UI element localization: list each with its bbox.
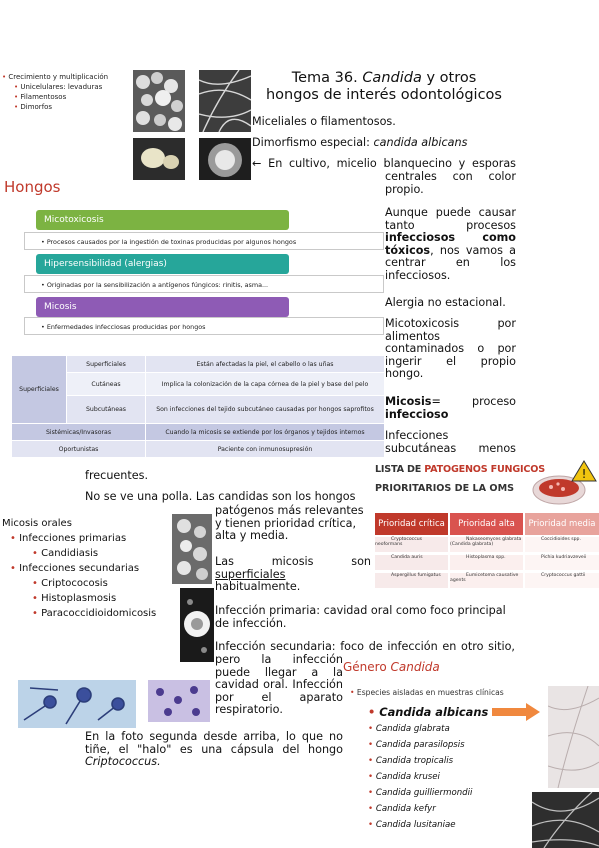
- note-frecuentes: frecuentes.: [85, 469, 149, 482]
- micosis-desc: • Enfermedades infecciosas producidas por hongos: [24, 317, 384, 335]
- filament-micrograph-photo: [199, 70, 251, 132]
- table-cell: Cutáneas: [67, 373, 146, 396]
- growth-list: [2, 72, 132, 112]
- hongos-heading: Hongos: [4, 178, 61, 196]
- note-cultivo-cont: centrales con color propio.: [385, 170, 516, 196]
- growth-item: • Dimorfos: [14, 103, 53, 111]
- note-alergia: Alergia no estacional.: [385, 296, 506, 309]
- species-item: • Candida glabrata: [368, 724, 450, 734]
- note-infeccion-primaria: Infección primaria: cavidad oral como foco principal de infección.: [215, 604, 506, 630]
- candida-species-list: [368, 721, 472, 833]
- note-candidas-line: No se ve una polla. Las candidas son los hongos: [85, 490, 356, 503]
- table-cell: Subcutáneas: [67, 396, 146, 424]
- oms-title-line-2: PRIORITARIOS DE LA OMS: [375, 483, 515, 494]
- note-infeccion-secundaria: Infección secundaria: foco de infección en otro sitio,: [215, 640, 515, 653]
- oms-item: Coccidioides spp.: [525, 537, 599, 552]
- primarias-item: • Infecciones primarias: [10, 533, 127, 544]
- note-micosis-superficiales: Las micosis son superficiales habitualmente.: [215, 555, 371, 593]
- note-foto: En la foto segunda desde arriba, lo que no tiñe, el "halo" es una cápsula del hongo Criptococcus.: [85, 730, 343, 768]
- species-item: • Candida kefyr: [368, 804, 436, 814]
- primarias-subitem: • Candidiasis: [32, 548, 99, 559]
- micosis-bar: Micosis: [36, 297, 289, 317]
- title-line-2: hongos de interés odontológicos: [265, 87, 502, 103]
- table-row: [12, 424, 385, 441]
- table-row: [12, 356, 385, 373]
- micotoxicosis-desc: • Procesos causados por la ingestión de toxinas producidas por algunos hongos: [24, 232, 384, 250]
- title-line-1: Tema 36. Candida y otros: [291, 70, 477, 86]
- secundarias-item: • Infecciones secundarias: [10, 563, 140, 574]
- oms-title-line-1: LISTA DE PATOGENOS FUNGICOS: [375, 464, 545, 475]
- table-row: [12, 373, 385, 396]
- candida-hyphae-photo: [532, 792, 599, 848]
- table-cell: Son infecciones del tejido subcutáneo causadas por hongos saprofitos: [146, 396, 385, 424]
- stained-yeast-photo: [148, 680, 210, 722]
- oms-item: Aspergillus fumigatus: [375, 573, 448, 588]
- note-miceliales: Miceliales o filamentosos.: [252, 115, 396, 128]
- mold-culture-photo: [199, 138, 251, 180]
- species-item: • Candida tropicalis: [368, 756, 454, 766]
- superficiales-group-cell: Superficiales: [12, 356, 67, 424]
- micosis-classification-table: [11, 355, 385, 458]
- note-dimorfismo: Dimorfismo especial: candida albicans: [252, 136, 468, 149]
- warning-icon: [571, 459, 597, 487]
- secundarias-subitem: • Paracoccidioidomicosis: [32, 608, 157, 619]
- secundarias-subitem: • Criptococosis: [32, 578, 108, 589]
- oms-column-alta: Prioridad alta: [450, 513, 523, 535]
- oms-item: Cryptococcus neoformans: [375, 537, 448, 552]
- table-cell: Cuando la micosis se extiende por los órganos y tejidos internos: [146, 424, 385, 441]
- note-micosis: Micosis= proceso infeccioso: [385, 395, 516, 421]
- oms-item: Candida auris: [375, 555, 448, 570]
- candida-albicans-photo: [548, 686, 599, 788]
- hipersensibilidad-desc: • Originadas por la sensibilización a antígenos fúngicos: rinitis, asma...: [24, 275, 384, 293]
- growth-item: • Unicelulares: levaduras: [14, 83, 103, 91]
- growth-item: • Filamentosos: [14, 93, 67, 101]
- table-cell: Superficiales: [67, 356, 146, 373]
- yeast-micrograph-photo: [133, 70, 185, 132]
- table-row: [12, 441, 385, 458]
- table-cell: Oportunistas: [12, 441, 146, 458]
- genero-candida-heading: Género Candida: [343, 660, 440, 674]
- table-row: [12, 396, 385, 424]
- note-infeccion-secundaria-cont: pero la infección puede llegar a la cavidad oral. Infección por el aparato respiratorio.: [215, 653, 343, 716]
- micosis-orales-heading: Micosis orales: [2, 518, 72, 529]
- stained-spores-photo: [18, 680, 136, 728]
- hipersensibilidad-bar: Hipersensibilidad (alergias): [36, 254, 289, 274]
- species-item: • Candida krusei: [368, 772, 440, 782]
- candida-micrograph-photo: [172, 514, 212, 584]
- micotoxicosis-bar: Micotoxicosis: [36, 210, 289, 230]
- oms-item: Cryptococcus gattii: [525, 573, 599, 588]
- cryptococcus-micrograph-photo: [180, 588, 214, 662]
- note-aunque: Aunque puede causar tanto procesos infecciosos como tóxicos, nos vamos a centrar en los infecciosos.: [385, 206, 516, 282]
- oms-item: Nakaseomyces glabrata (Candida glabrata): [450, 537, 523, 552]
- oms-item: Histoplasma spp.: [450, 555, 523, 570]
- secundarias-subitem: • Histoplasmosis: [32, 593, 117, 604]
- genero-sub: • Especies aisladas en muestras clínicas: [350, 688, 504, 697]
- candida-albicans-item: • Candida albicans: [368, 705, 489, 719]
- species-item: • Candida guilliermondii: [368, 788, 473, 798]
- note-candidas-cont: patógenos más relevantes y tienen prioridad crítica, alta y media.: [215, 504, 364, 542]
- oms-column-critica: Prioridad crítica: [375, 513, 448, 535]
- oms-item: Eumicetoma causative agents: [450, 573, 523, 588]
- table-cell: Están afectadas la piel, el cabello o las uñas: [146, 356, 385, 373]
- table-cell: Implica la colonización de la capa córnea de la piel y base del pelo: [146, 373, 385, 396]
- table-cell: Paciente con inmunosupresión: [146, 441, 385, 458]
- note-cultivo-line: ← En cultivo, micelio blanquecino y esporas: [252, 157, 516, 170]
- arrow-icon: [492, 703, 540, 725]
- colonies-photo: [133, 138, 185, 180]
- note-micotoxicosis: Micotoxicosis por alimentos contaminados o por ingerir el propio hongo.: [385, 317, 516, 380]
- oms-item: Pichia kudriavzeveii: [525, 555, 599, 570]
- micosis-orales-list: [2, 516, 156, 621]
- species-item: • Candida lusitaniae: [368, 820, 456, 830]
- growth-heading: • Crecimiento y multiplicación: [2, 73, 109, 81]
- table-cell: Sistémicas/Invasoras: [12, 424, 146, 441]
- oms-column-media: Prioridad media: [525, 513, 599, 535]
- species-item: • Candida parasilopsis: [368, 740, 465, 750]
- svg-text:!: !: [581, 467, 587, 481]
- page-title: [252, 70, 516, 104]
- note-infecciones: Infecciones subcutáneas menos: [385, 429, 516, 455]
